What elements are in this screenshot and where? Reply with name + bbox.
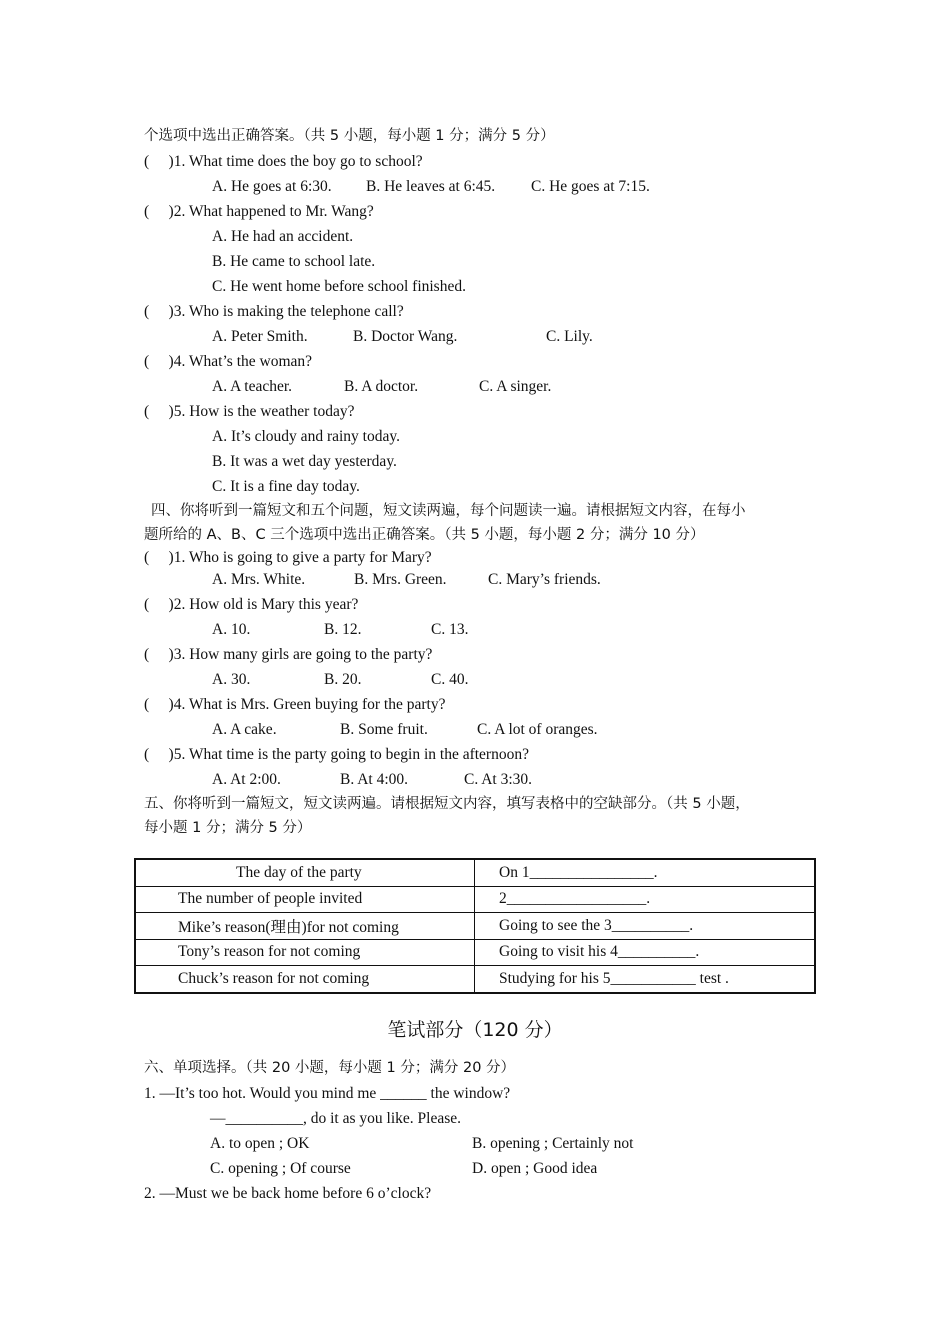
table-row [135, 886, 815, 913]
option-b: B. At 4:00. [340, 771, 409, 788]
blank-answer: Studying for his 5___________ test . [499, 969, 729, 987]
table-cell [135, 966, 475, 993]
table-cell [135, 939, 475, 966]
table-cell [475, 913, 816, 940]
option-b: B. 20. [324, 671, 362, 688]
table-cell [135, 886, 475, 913]
option-c: C. 13. [431, 621, 469, 638]
option-a: A. 30. [212, 671, 251, 688]
table-row [135, 939, 815, 966]
option-b: B. He leaves at 6:45. [366, 178, 496, 195]
option-c: C. It is a fine day today. [212, 478, 360, 495]
question-text: ( )4. What’s the woman? [144, 353, 313, 370]
option-b: B. He came to school late. [212, 253, 376, 270]
blank-answer: On 1________________. [499, 863, 658, 881]
table-row [135, 966, 815, 993]
option-a: A. to open ; OK [210, 1135, 310, 1152]
question-text: ( )5. How is the weather today? [144, 403, 355, 420]
question-text: ( )5. What time is the party going to begin in the afternoon? [144, 746, 529, 763]
option-a: A. He had an accident. [212, 228, 354, 245]
question-text: ( )2. What happened to Mr. Wang? [144, 203, 374, 220]
table-cell [475, 966, 816, 993]
section5-intro-cont: 每小题 1 分；满分 5 分） [144, 820, 312, 836]
row-label: Chuck’s reason for not coming [178, 969, 370, 987]
row-label: Tony’s reason for not coming [178, 943, 361, 961]
fill-in-table [134, 858, 816, 994]
blank-answer: Going to see the 3__________. [499, 916, 694, 934]
table-row [135, 859, 815, 886]
option-a: A. A teacher. [212, 378, 293, 395]
section4-intro: 四、你将听到一篇短文和五个问题，短文读两遍，每个问题读一遍。请根据短文内容，在每小 [151, 503, 746, 519]
option-c: C. Mary’s friends. [488, 571, 601, 588]
option-c: C. A singer. [479, 378, 552, 395]
table-row [135, 913, 815, 940]
dialogue-reply: —__________, do it as you like. Please. [210, 1110, 461, 1127]
option-a: A. He goes at 6:30. [212, 178, 332, 195]
option-b: B. 12. [324, 621, 362, 638]
question-text: 2. —Must we be back home before 6 o’clock? [144, 1185, 432, 1202]
question-text: ( )1. Who is going to give a party for Mary? [144, 549, 432, 566]
option-b: B. Mrs. Green. [354, 571, 447, 588]
option-b: B. Doctor Wang. [353, 328, 458, 345]
option-a: A. At 2:00. [212, 771, 281, 788]
option-b: B. Some fruit. [340, 721, 428, 738]
question-text: ( )3. Who is making the telephone call? [144, 303, 404, 320]
option-a: A. It’s cloudy and rainy today. [212, 428, 400, 445]
question-text: ( )3. How many girls are going to the party? [144, 646, 433, 663]
section4-intro-cont: 题所给的 A、B、C 三个选项中选出正确答案。（共 5 小题，每小题 2 分；满分 10 分） [144, 527, 705, 543]
table-cell [475, 886, 816, 913]
table-cell [135, 859, 475, 886]
blank-answer: Going to visit his 4__________. [499, 943, 700, 961]
row-label: The number of people invited [178, 890, 363, 908]
table-cell [135, 913, 475, 940]
option-b: B. opening ; Certainly not [472, 1135, 634, 1152]
section3-intro: 个选项中选出正确答案。（共 5 小题，每小题 1 分；满分 5 分） [144, 128, 555, 144]
table-cell [475, 859, 816, 886]
option-c: C. 40. [431, 671, 469, 688]
row-label: The day of the party [236, 863, 362, 881]
option-a: A. 10. [212, 621, 251, 638]
option-c: C. Lily. [546, 328, 593, 345]
section6-intro: 六、单项选择。（共 20 小题，每小题 1 分；满分 20 分） [144, 1060, 516, 1076]
option-a: A. Mrs. White. [212, 571, 306, 588]
question-text: ( )2. How old is Mary this year? [144, 596, 359, 613]
question-text: 1. —It’s too hot. Would you mind me ______ the window? [144, 1085, 511, 1102]
option-c: C. At 3:30. [464, 771, 533, 788]
blank-answer: 2__________________. [499, 890, 651, 908]
option-c: C. He goes at 7:15. [531, 178, 650, 195]
option-c: C. He went home before school finished. [212, 278, 466, 295]
option-c: C. A lot of oranges. [477, 721, 598, 738]
question-text: ( )1. What time does the boy go to school? [144, 153, 423, 170]
section5-intro: 五、你将听到一篇短文，短文读两遍。请根据短文内容，填写表格中的空缺部分。（共 5 小题， [144, 796, 750, 812]
question-text: ( )4. What is Mrs. Green buying for the party? [144, 696, 446, 713]
table-cell [475, 939, 816, 966]
option-b: B. It was a wet day yesterday. [212, 453, 397, 470]
written-part-title: 笔试部分（120 分） [387, 1019, 563, 1041]
option-a: A. Peter Smith. [212, 328, 308, 345]
option-a: A. A cake. [212, 721, 277, 738]
option-d: D. open ; Good idea [472, 1160, 598, 1177]
row-label: Mike’s reason(理由)for not coming [178, 918, 399, 936]
option-b: B. A doctor. [344, 378, 419, 395]
option-c: C. opening ; Of course [210, 1160, 351, 1177]
